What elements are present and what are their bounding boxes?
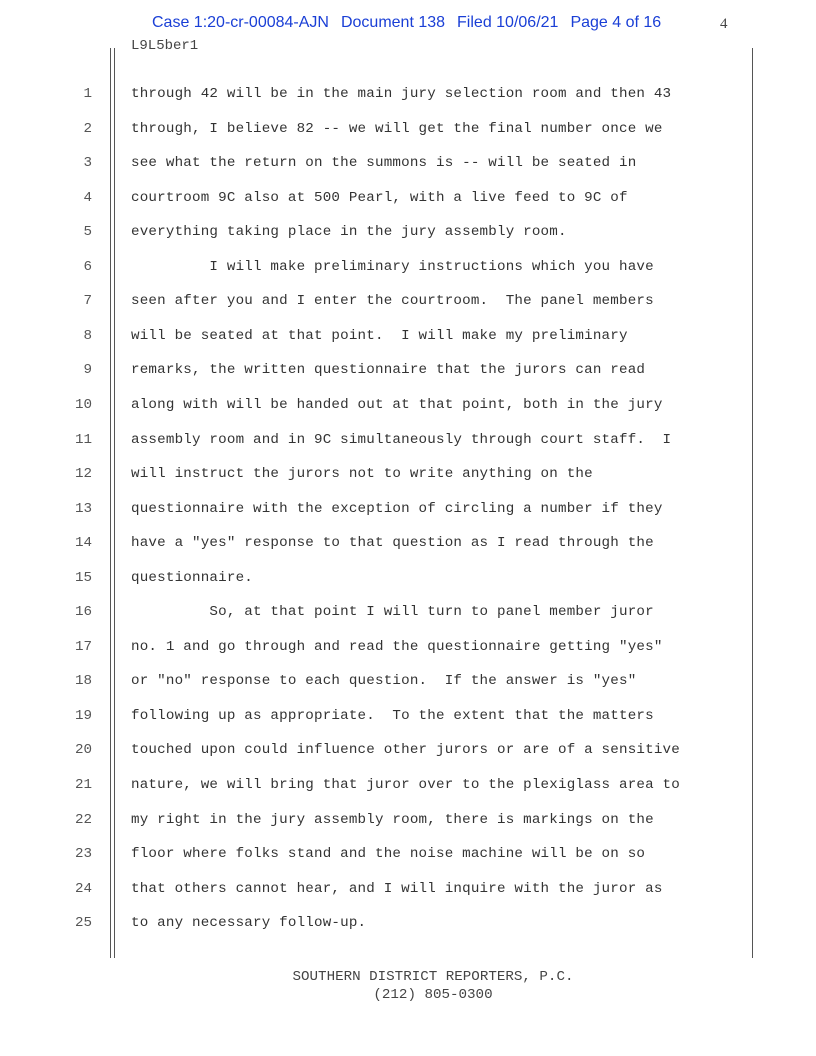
line-number: 21 xyxy=(74,777,92,793)
transcript-line: my right in the jury assembly room, there is markings on the xyxy=(131,812,654,828)
transcript-line: or "no" response to each question. If the answer is "yes" xyxy=(131,673,637,689)
transcript-line: I will make preliminary instructions which you have xyxy=(131,259,654,275)
line-number: 18 xyxy=(74,673,92,689)
transcript-line: floor where folks stand and the noise machine will be on so xyxy=(131,846,646,862)
transcript-line: everything taking place in the jury assembly room. xyxy=(131,224,567,240)
line-number: 5 xyxy=(83,224,92,240)
line-number: 9 xyxy=(83,362,92,378)
transcript-line: assembly room and in 9C simultaneously through court staff. I xyxy=(131,432,672,448)
transcript-line: touched upon could influence other jurors or are of a sensitive xyxy=(131,742,680,758)
transcript-line: to any necessary follow-up. xyxy=(131,915,367,931)
page-number: 4 xyxy=(720,16,728,32)
left-margin-rule-inner xyxy=(114,48,115,958)
transcript-line: nature, we will bring that juror over to the plexiglass area to xyxy=(131,777,680,793)
transcript-line: seen after you and I enter the courtroom. The panel members xyxy=(131,293,654,309)
line-number: 10 xyxy=(74,397,92,413)
transcript-line: will instruct the jurors not to write anything on the xyxy=(131,466,593,482)
line-number: 3 xyxy=(83,155,92,171)
transcript-line: through 42 will be in the main jury selection room and then 43 xyxy=(131,86,672,102)
line-number: 16 xyxy=(74,604,92,620)
line-number: 17 xyxy=(74,639,92,655)
document-number: Document 138 xyxy=(340,14,446,31)
line-number: 1 xyxy=(83,86,92,102)
line-number: 7 xyxy=(83,293,92,309)
reporter-name: SOUTHERN DISTRICT REPORTERS, P.C. xyxy=(292,969,574,985)
transcript-line: have a "yes" response to that question as I read through the xyxy=(131,535,654,551)
transcript-line: following up as appropriate. To the extent that the matters xyxy=(131,708,654,724)
document-code: L9L5ber1 xyxy=(131,38,199,54)
transcript-line: through, I believe 82 -- we will get the final number once we xyxy=(131,121,663,137)
line-number: 6 xyxy=(83,259,92,275)
line-number: 19 xyxy=(74,708,92,724)
transcript-line: that others cannot hear, and I will inquire with the juror as xyxy=(131,881,663,897)
transcript-line: So, at that point I will turn to panel member juror xyxy=(131,604,654,620)
transcript-line: see what the return on the summons is -- will be seated in xyxy=(131,155,637,171)
transcript-line: questionnaire. xyxy=(131,570,253,586)
line-number: 12 xyxy=(74,466,92,482)
page-footer xyxy=(0,968,816,1004)
line-number: 15 xyxy=(74,570,92,586)
line-number: 14 xyxy=(74,535,92,551)
left-margin-rule-outer xyxy=(110,48,111,958)
filed-date: Filed 10/06/21 xyxy=(457,14,559,31)
right-margin-rule xyxy=(752,48,753,958)
line-number: 2 xyxy=(83,121,92,137)
page-of-pages: Page 4 of 16 xyxy=(570,14,662,31)
line-number: 22 xyxy=(74,812,92,828)
reporter-phone: (212) 805-0300 xyxy=(373,987,493,1003)
line-number: 11 xyxy=(74,432,92,448)
transcript-line: no. 1 and go through and read the questionnaire getting "yes" xyxy=(131,639,663,655)
line-number: 23 xyxy=(74,846,92,862)
transcript-line: questionnaire with the exception of circling a number if they xyxy=(131,501,663,517)
line-number: 24 xyxy=(74,881,92,897)
line-number: 4 xyxy=(83,190,92,206)
transcript-line: courtroom 9C also at 500 Pearl, with a live feed to 9C of xyxy=(131,190,628,206)
transcript-line: will be seated at that point. I will make my preliminary xyxy=(131,328,628,344)
line-number: 25 xyxy=(74,915,92,931)
line-number: 8 xyxy=(83,328,92,344)
case-number: Case 1:20-cr-00084-AJN xyxy=(152,14,329,31)
transcript-line: along with will be handed out at that point, both in the jury xyxy=(131,397,663,413)
transcript-line: remarks, the written questionnaire that the jurors can read xyxy=(131,362,646,378)
case-header-stamp xyxy=(152,14,673,32)
line-number: 20 xyxy=(74,742,92,758)
line-number: 13 xyxy=(74,501,92,517)
